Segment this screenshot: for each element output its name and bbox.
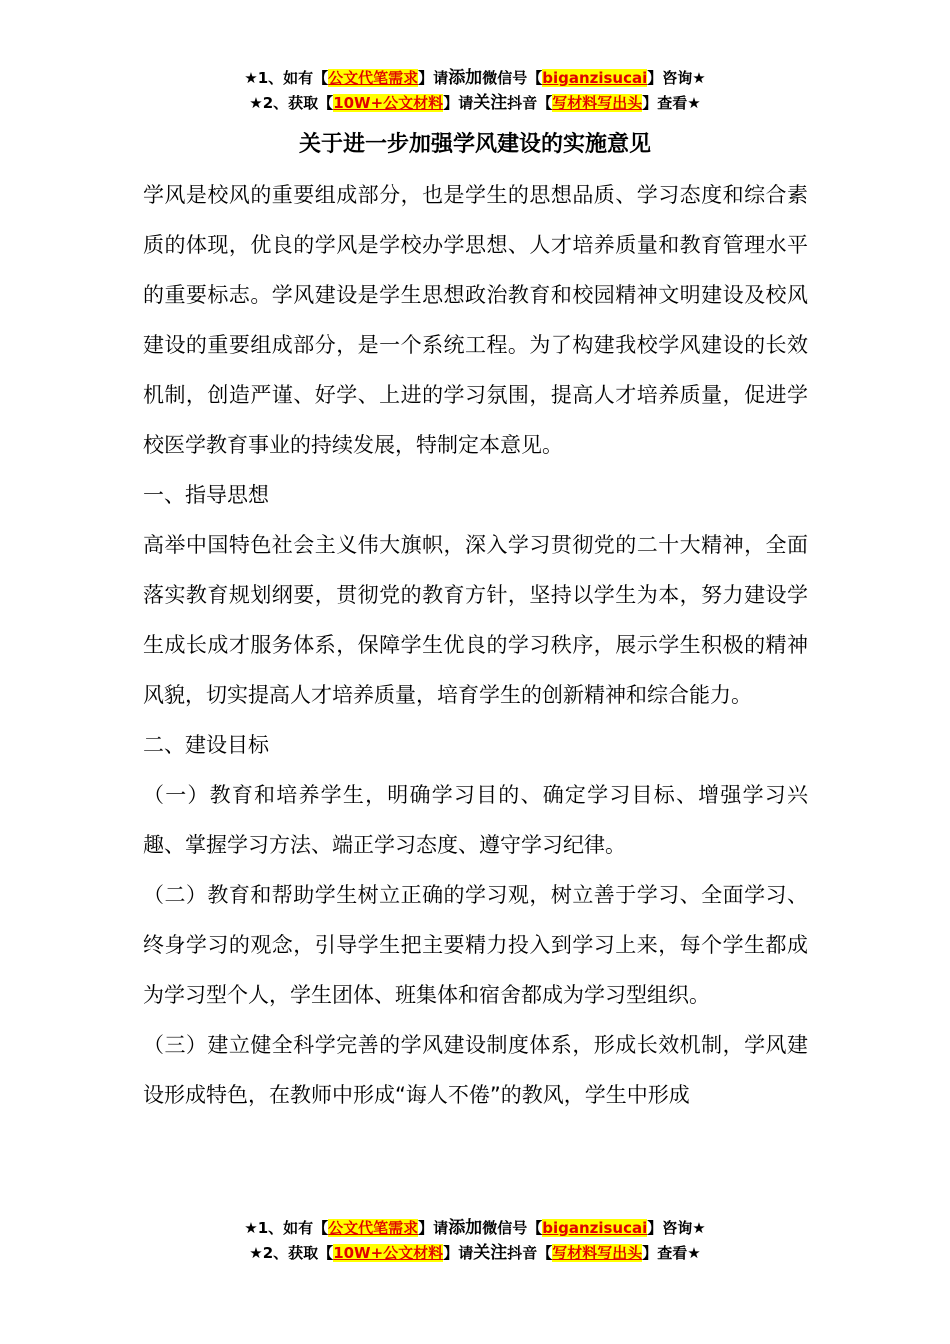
document-body (143, 170, 808, 1120)
promo-highlight: 10W+公文材料 (333, 94, 444, 112)
promo-banner-bottom (0, 1216, 950, 1266)
promo-line-1: ★1、如有【公文代笔需求】请添加微信号【biganzisucai】咨询★ (244, 68, 706, 88)
star-icon: ★ (244, 69, 258, 87)
section-heading-guiding-ideology: 一、指导思想 (143, 483, 269, 507)
paragraph-goal-3: （三）建立健全科学完善的学风建设制度体系，形成长效机制，学风建设形成特色，在教师中形成“诲人不倦”的教风，学生中形成 (143, 1033, 808, 1107)
promo-line-2: ★2、获取【10W+公文材料】请关注抖音【写材料写出头】查看★ (249, 93, 701, 113)
star-icon: ★ (249, 94, 263, 112)
section-heading-goals: 二、建设目标 (143, 733, 269, 757)
promo-highlight: 公文代笔需求 (328, 69, 419, 87)
wechat-id: biganzisucai (542, 69, 648, 87)
paragraph-guiding-ideology: 高举中国特色社会主义伟大旗帜，深入学习贯彻党的二十大精神，全面落实教育规划纲要，贯彻党的教育方针，坚持以学生为本，努力建设学生成长成才服务体系，保障学生优良的学习秩序，展示学生积极的精神风貌，切实提高人才培养质量，培育学生的创新精神和综合能力。 (143, 533, 808, 707)
promo-line-1: ★1、如有【公文代笔需求】请添加微信号【biganzisucai】咨询★ (244, 1218, 706, 1238)
paragraph-intro: 学风是校风的重要组成部分，也是学生的思想品质、学习态度和综合素质的体现，优良的学风是学校办学思想、人才培养质量和教育管理水平的重要标志。学风建设是学生思想政治教育和校园精神文明建设及校风建设的重要组成部分，是一个系统工程。为了构建我校学风建设的长效机制，创造严谨、好学、上进的学习氛围，提高人才培养质量，促进学校医学教育事业的持续发展，特制定本意见。 (143, 183, 808, 457)
promo-highlight: 公文代笔需求 (328, 1219, 419, 1237)
star-icon: ★ (249, 1244, 263, 1262)
promo-highlight: 10W+公文材料 (333, 1244, 444, 1262)
paragraph-goal-1: （一）教育和培养学生，明确学习目的、确定学习目标、增强学习兴趣、掌握学习方法、端正学习态度、遵守学习纪律。 (143, 783, 808, 857)
promo-banner-top (0, 66, 950, 116)
document-title: 关于进一步加强学风建设的实施意见 (298, 132, 651, 157)
star-icon: ★ (244, 1219, 258, 1237)
wechat-id: biganzisucai (542, 1219, 648, 1237)
douyin-account: 写材料写出头 (552, 1244, 643, 1262)
douyin-account: 写材料写出头 (552, 94, 643, 112)
paragraph-goal-2: （二）教育和帮助学生树立正确的学习观，树立善于学习、全面学习、终身学习的观念，引导学生把主要精力投入到学习上来，每个学生都成为学习型个人，学生团体、班集体和宿舍都成为学习型组织。 (143, 883, 808, 1007)
promo-line-2: ★2、获取【10W+公文材料】请关注抖音【写材料写出头】查看★ (249, 1243, 701, 1263)
